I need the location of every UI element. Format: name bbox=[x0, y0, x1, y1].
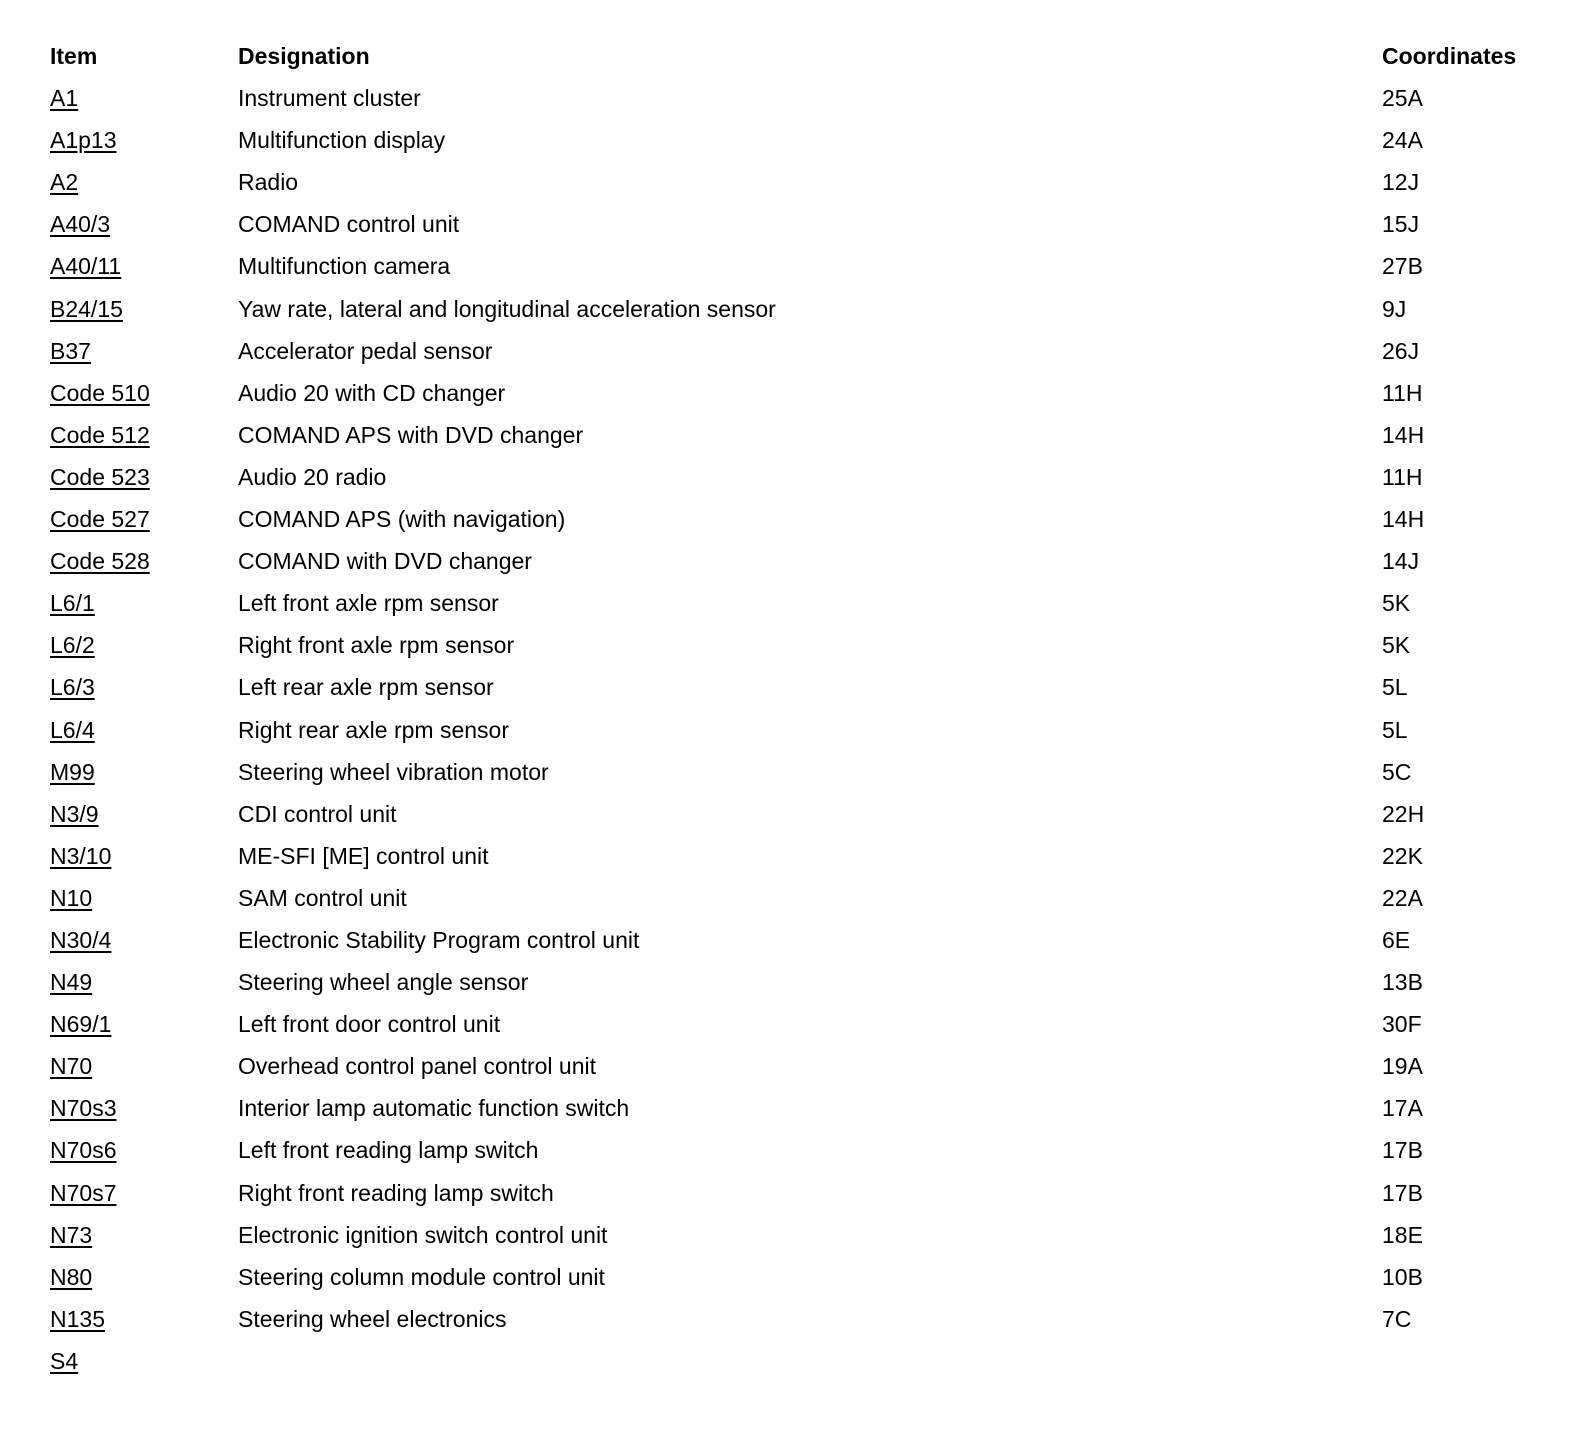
coordinates-text: 5K bbox=[1382, 590, 1411, 617]
table-row bbox=[50, 1087, 1550, 1129]
item-link[interactable]: N70s7 bbox=[50, 1179, 117, 1206]
coordinates-text: 13B bbox=[1382, 969, 1423, 996]
designation-text: Steering wheel electronics bbox=[238, 1305, 507, 1332]
item-link[interactable]: A1p13 bbox=[50, 127, 117, 154]
table-row bbox=[50, 330, 1550, 372]
item-link[interactable]: N3/9 bbox=[50, 800, 99, 827]
designation-text: COMAND control unit bbox=[238, 211, 460, 238]
designation-text: Right front reading lamp switch bbox=[238, 1179, 554, 1206]
item-link[interactable]: Code 510 bbox=[50, 379, 150, 406]
item-link[interactable]: A1 bbox=[50, 85, 79, 112]
table-row bbox=[50, 666, 1550, 708]
item-link[interactable]: N80 bbox=[50, 1263, 93, 1290]
table-row bbox=[50, 1298, 1550, 1340]
coordinates-text: 22A bbox=[1382, 884, 1423, 911]
item-link[interactable]: N49 bbox=[50, 969, 93, 996]
item-link[interactable]: N10 bbox=[50, 884, 93, 911]
table-row bbox=[50, 77, 1550, 119]
coordinates-text: 10B bbox=[1382, 1263, 1423, 1290]
item-link[interactable]: N69/1 bbox=[50, 1011, 112, 1038]
item-link[interactable]: N73 bbox=[50, 1221, 93, 1248]
coordinates-text: 9J bbox=[1382, 295, 1407, 322]
item-link[interactable]: N3/10 bbox=[50, 842, 112, 869]
designation-text: Left front door control unit bbox=[238, 1011, 501, 1038]
table-row bbox=[50, 961, 1550, 1003]
item-link[interactable]: N70s3 bbox=[50, 1095, 117, 1122]
designation-text: Interior lamp automatic function switch bbox=[238, 1095, 630, 1122]
component-legend-table bbox=[50, 35, 1550, 1382]
coordinates-text: 17A bbox=[1382, 1095, 1423, 1122]
table-row bbox=[50, 203, 1550, 245]
designation-text: SAM control unit bbox=[238, 884, 407, 911]
item-link[interactable]: L6/2 bbox=[50, 632, 95, 659]
designation-text: Electronic ignition switch control unit bbox=[238, 1221, 608, 1248]
item-link[interactable]: L6/1 bbox=[50, 590, 95, 617]
item-link[interactable]: A40/11 bbox=[50, 253, 122, 280]
item-link[interactable]: A40/3 bbox=[50, 211, 111, 238]
designation-text: Audio 20 radio bbox=[238, 463, 387, 490]
coordinates-text: 7C bbox=[1382, 1305, 1412, 1332]
table-row bbox=[50, 288, 1550, 330]
designation-text: Left front axle rpm sensor bbox=[238, 590, 499, 617]
table-row bbox=[50, 1045, 1550, 1087]
coordinates-text: 5C bbox=[1382, 758, 1412, 785]
table-row bbox=[50, 161, 1550, 203]
designation-text: Audio 20 with CD changer bbox=[238, 379, 506, 406]
item-link[interactable]: N30/4 bbox=[50, 926, 112, 953]
item-link[interactable]: Code 523 bbox=[50, 463, 150, 490]
table-row bbox=[50, 1129, 1550, 1171]
coordinates-text: 22H bbox=[1382, 800, 1425, 827]
item-link[interactable]: L6/3 bbox=[50, 674, 95, 701]
designation-text: Yaw rate, lateral and longitudinal acceleration sensor bbox=[238, 295, 776, 322]
item-link[interactable]: A2 bbox=[50, 169, 79, 196]
coordinates-text: 14J bbox=[1382, 548, 1420, 575]
designation-text: Multifunction display bbox=[238, 127, 446, 154]
coordinates-text: 6E bbox=[1382, 926, 1411, 953]
item-link[interactable]: N135 bbox=[50, 1305, 105, 1332]
item-link[interactable]: L6/4 bbox=[50, 716, 95, 743]
item-link[interactable]: S4 bbox=[50, 1347, 79, 1374]
table-row bbox=[50, 119, 1550, 161]
coordinates-text: 24A bbox=[1382, 127, 1423, 154]
table-row bbox=[50, 245, 1550, 287]
table-row bbox=[50, 751, 1550, 793]
designation-text: Left front reading lamp switch bbox=[238, 1137, 539, 1164]
coordinates-text: 18E bbox=[1382, 1221, 1423, 1248]
designation-text: Electronic Stability Program control unit bbox=[238, 926, 640, 953]
designation-text: Left rear axle rpm sensor bbox=[238, 674, 494, 701]
coordinates-text: 15J bbox=[1382, 211, 1420, 238]
designation-text: COMAND with DVD changer bbox=[238, 548, 532, 575]
item-link[interactable]: N70s6 bbox=[50, 1137, 117, 1164]
coordinates-text: 17B bbox=[1382, 1137, 1423, 1164]
coordinates-text: 25A bbox=[1382, 85, 1423, 112]
coordinates-text: 22K bbox=[1382, 842, 1423, 869]
coordinates-text: 11H bbox=[1382, 463, 1423, 490]
coordinates-text: 17B bbox=[1382, 1179, 1423, 1206]
table-row bbox=[50, 582, 1550, 624]
table-row bbox=[50, 372, 1550, 414]
table-row bbox=[50, 709, 1550, 751]
table-row bbox=[50, 877, 1550, 919]
coordinates-text: 5L bbox=[1382, 674, 1408, 701]
designation-text: Steering wheel angle sensor bbox=[238, 969, 529, 996]
coordinates-text: 5L bbox=[1382, 716, 1408, 743]
coordinates-text: 14H bbox=[1382, 506, 1425, 533]
designation-text: Radio bbox=[238, 169, 299, 196]
table-row bbox=[50, 540, 1550, 582]
designation-text: ME-SFI [ME] control unit bbox=[238, 842, 489, 869]
designation-text: COMAND APS (with navigation) bbox=[238, 506, 566, 533]
coordinates-text: 5K bbox=[1382, 632, 1411, 659]
designation-text: Multifunction camera bbox=[238, 253, 451, 280]
coordinates-text: 30F bbox=[1382, 1011, 1422, 1038]
table-row bbox=[50, 919, 1550, 961]
designation-text: Steering wheel vibration motor bbox=[238, 758, 549, 785]
designation-text: COMAND APS with DVD changer bbox=[238, 421, 584, 448]
table-row bbox=[50, 414, 1550, 456]
coordinates-text: 26J bbox=[1382, 337, 1420, 364]
designation-text: Right front axle rpm sensor bbox=[238, 632, 515, 659]
header-item: Item bbox=[50, 43, 98, 69]
header-designation: Designation bbox=[238, 43, 370, 69]
designation-text: CDI control unit bbox=[238, 800, 397, 827]
coordinates-text: 14H bbox=[1382, 421, 1425, 448]
item-link[interactable]: Code 528 bbox=[50, 548, 150, 575]
table-row bbox=[50, 624, 1550, 666]
table-row bbox=[50, 1214, 1550, 1256]
item-link[interactable]: N70 bbox=[50, 1053, 93, 1080]
designation-text: Steering column module control unit bbox=[238, 1263, 605, 1290]
table-header bbox=[50, 35, 1550, 77]
table-row bbox=[50, 1256, 1550, 1298]
table-row bbox=[50, 835, 1550, 877]
coordinates-text: 27B bbox=[1382, 253, 1423, 280]
table-row bbox=[50, 498, 1550, 540]
coordinates-text: 19A bbox=[1382, 1053, 1423, 1080]
designation-text: Overhead control panel control unit bbox=[238, 1053, 596, 1080]
table-row bbox=[50, 456, 1550, 498]
table-row bbox=[50, 1172, 1550, 1214]
item-link[interactable]: Code 512 bbox=[50, 421, 150, 448]
designation-text: Accelerator pedal sensor bbox=[238, 337, 493, 364]
item-link[interactable]: Code 527 bbox=[50, 506, 150, 533]
table-row bbox=[50, 1003, 1550, 1045]
item-link[interactable]: B37 bbox=[50, 337, 91, 364]
header-coordinates: Coordinates bbox=[1382, 43, 1517, 69]
designation-text: Right rear axle rpm sensor bbox=[238, 716, 509, 743]
item-link[interactable]: M99 bbox=[50, 758, 95, 785]
item-link[interactable]: B24/15 bbox=[50, 295, 123, 322]
table-row bbox=[50, 1340, 1550, 1382]
table-row bbox=[50, 793, 1550, 835]
table-body bbox=[50, 77, 1550, 1382]
coordinates-text: 12J bbox=[1382, 169, 1420, 196]
designation-text: Instrument cluster bbox=[238, 85, 421, 112]
coordinates-text: 11H bbox=[1382, 379, 1423, 406]
